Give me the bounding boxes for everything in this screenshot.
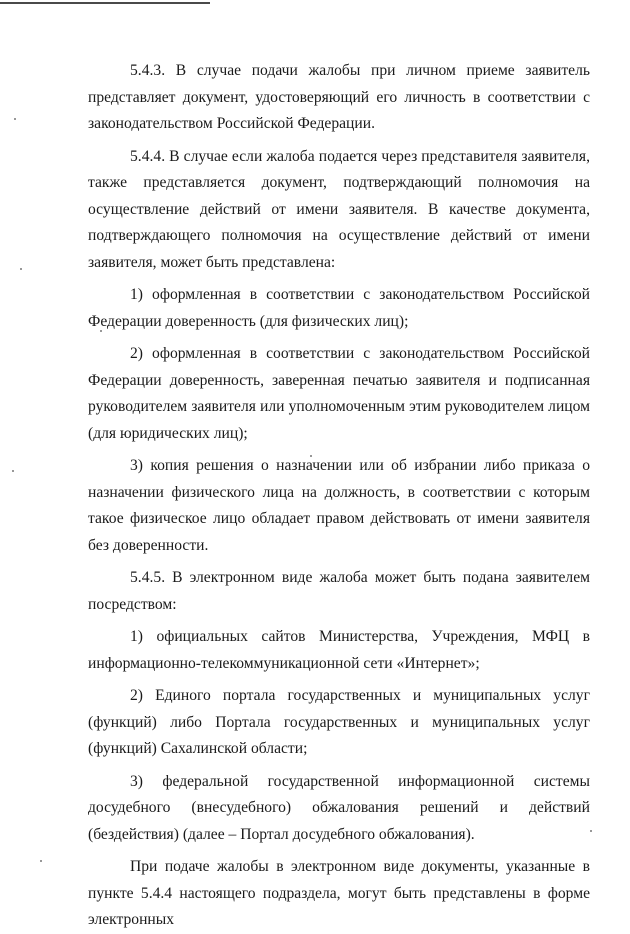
top-page-rule [0,2,210,4]
scan-speck [12,470,14,472]
document-body [88,58,590,934]
scan-speck [40,860,42,862]
paragraph-electronic-documents: При подаче жалобы в электронном виде документы, указанные в пункте 5.4.4 настоящего подраздела, могут быть представлены в форме электронных [88,858,590,928]
scan-speck [20,268,22,270]
list-item-power-of-attorney-individuals: 1) оформленная в соответствии с законодательством Российской Федерации доверенность (для физических лиц); [88,286,590,330]
list-item-power-of-attorney-legal-entities: 2) оформленная в соответствии с законодательством Российской Федерации доверенность, заверенная печатью заявителя и подписанная руководителем заявителя или уполномоченным этим руководителем лицом (для юридических лиц); [88,345,590,442]
list-item-pretrial-appeal-system: 3) федеральной государственной информационной системы досудебного (внесудебного) обжалования решений и действий (бездействия) (далее – Портал досудебного обжалования). [88,772,590,843]
scan-speck [100,330,102,332]
paragraph-5-4-3: 5.4.3. В случае подачи жалобы при личном приеме заявитель представляет документ, удостоверяющий его личность в соответствии с законодательством Российской Федерации. [88,62,590,132]
list-item-appointment-decision-copy: 3) копия решения о назначении или об избрании либо приказа о назначении физического лица на должность, в соответствии с которым такое физическое лицо обладает правом действовать от имени заявителя без доверенности. [88,457,590,554]
paragraph-5-4-4: 5.4.4. В случае если жалоба подается через представителя заявителя, также представляется документ, подтверждающий полномочия на осуществление действий от имени заявителя. В качестве документа, подтверждающего полномочия на осуществление действий от имени заявителя, может быть представлена: [88,147,590,271]
list-item-unified-portal: 2) Единого портала государственных и муниципальных услуг (функций) либо Портала государственных и муниципальных услуг (функций) Сахалинской области; [88,687,590,757]
scan-speck [590,830,592,832]
list-item-official-websites: 1) официальных сайтов Министерства, Учреждения, МФЦ в информационно-телекоммуникационной сети «Интернет»; [88,628,590,672]
scan-speck [310,455,312,457]
paragraph-5-4-5: 5.4.5. В электронном виде жалоба может быть подана заявителем посредством: [88,569,590,613]
scan-speck [14,118,16,120]
